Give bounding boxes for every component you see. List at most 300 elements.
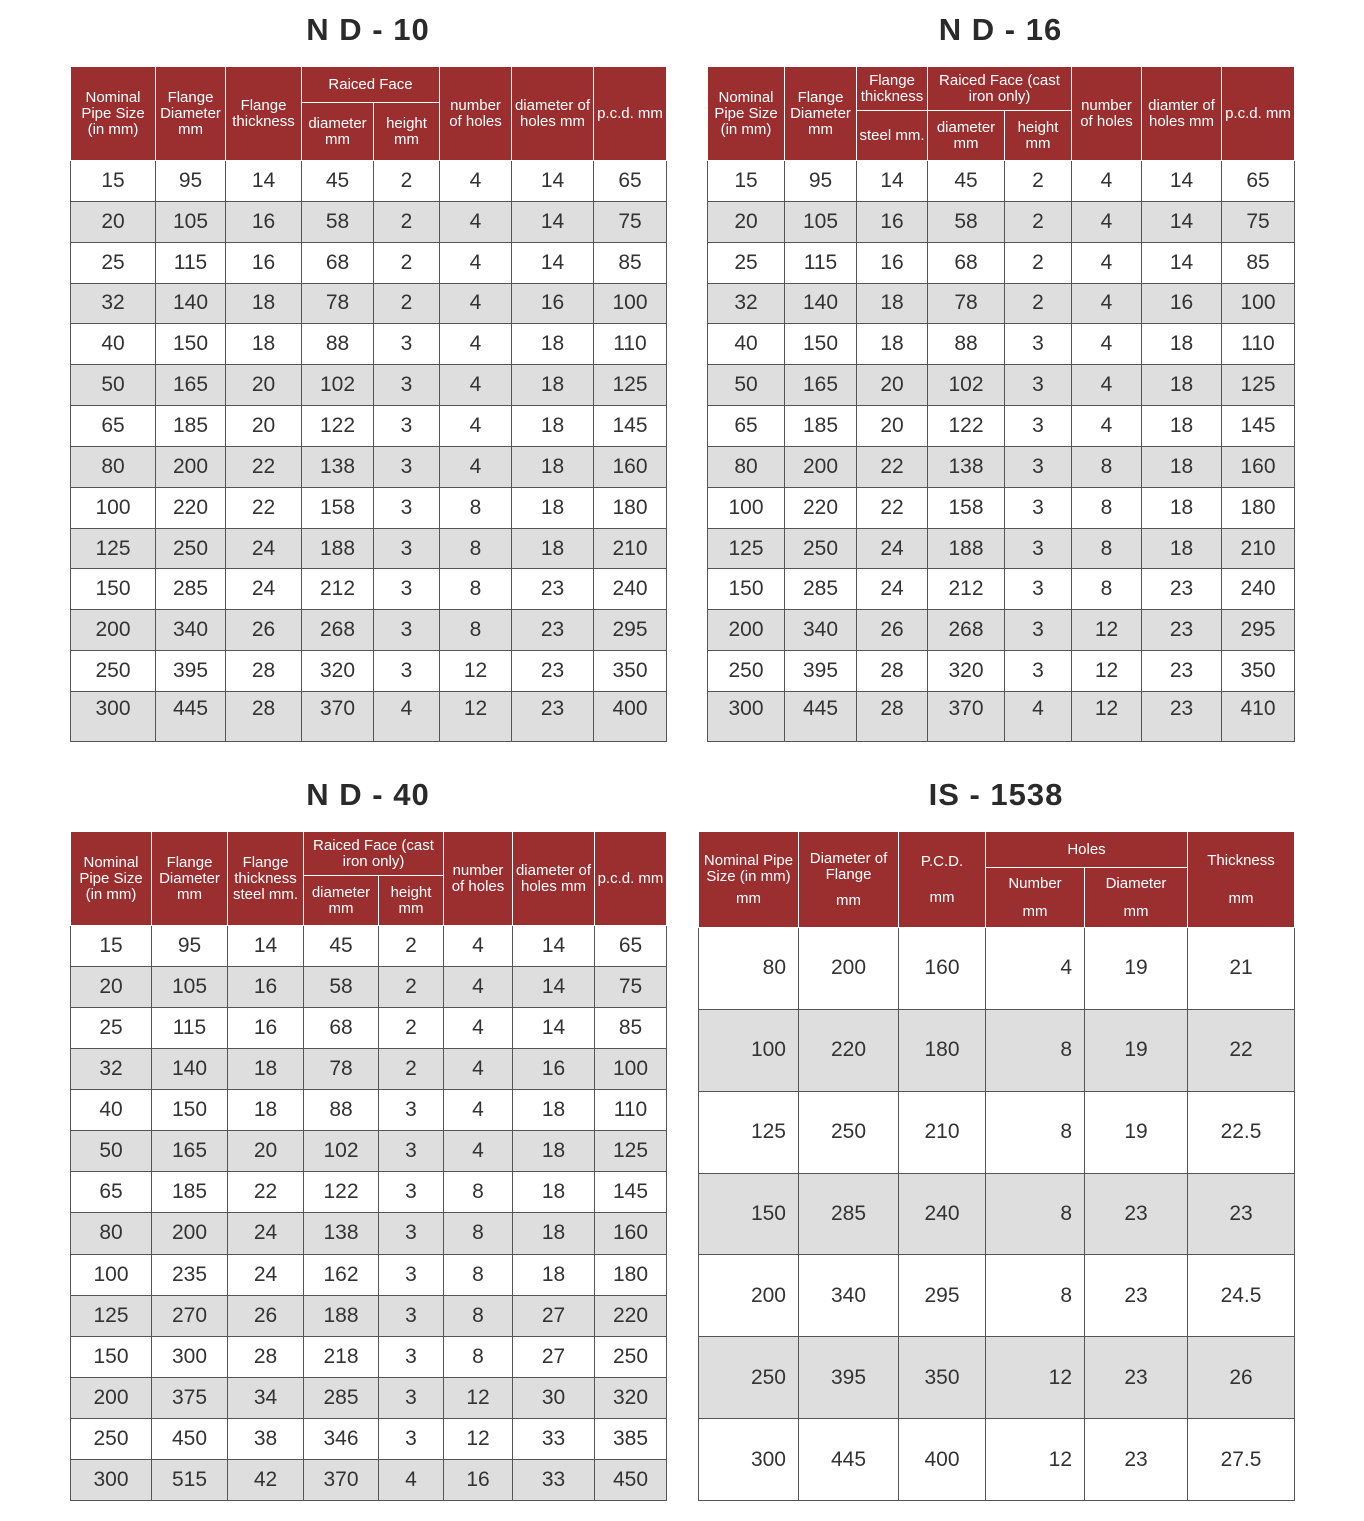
table-row [71,967,667,1008]
table-cell: 3 [379,1172,444,1213]
table-cell: 8 [440,569,512,610]
table-cell: 26 [1188,1337,1295,1419]
table-cell: 140 [156,283,226,324]
table-cell: 445 [785,692,857,742]
table-cell: 23 [1085,1337,1188,1419]
table-cell: 100 [1222,283,1295,324]
table-row [708,201,1295,242]
table-cell: 8 [444,1172,513,1213]
table-cell: 2 [1005,283,1072,324]
table-cell: 200 [156,446,226,487]
table-cell: 8 [986,1091,1085,1173]
table-cell: 285 [799,1173,899,1255]
table-row [708,651,1295,692]
table-cell: 24 [226,569,302,610]
table-cell: 395 [156,651,226,692]
header-holes-number [986,868,1085,928]
table-cell: 22.5 [1188,1091,1295,1173]
table-cell: 445 [156,692,226,742]
table-cell: 14 [226,161,302,202]
table-row [708,610,1295,651]
table-cell: 18 [226,283,302,324]
table-cell: 21 [1188,928,1295,1010]
table-cell: 2 [374,201,440,242]
table-cell: 100 [595,1049,667,1090]
table-cell: 18 [512,446,594,487]
table-cell: 80 [71,1213,152,1254]
table-row [71,1049,667,1090]
table-cell: 8 [444,1254,513,1295]
table-cell: 20 [708,201,785,242]
header-thickness-unit: mm [1228,889,1254,907]
table-cell: 18 [513,1131,595,1172]
header-holes-diameter [1085,868,1188,928]
table-cell: 200 [785,446,857,487]
table-cell: 18 [512,324,594,365]
nd10-table [70,66,666,742]
table-cell: 8 [440,610,512,651]
table-cell: 19 [1085,1091,1188,1173]
table-cell: 16 [228,1008,304,1049]
table-cell: 3 [374,487,440,528]
header-nominal-pipe-size: Nominal Pipe Size (in mm) [71,67,156,161]
table-cell: 4 [1072,324,1142,365]
table-cell: 4 [440,283,512,324]
table-cell: 4 [444,1131,513,1172]
table-cell: 3 [1005,487,1072,528]
table-cell: 28 [228,1336,304,1377]
table-cell: 95 [785,161,857,202]
table-cell: 14 [512,161,594,202]
table-cell: 85 [1222,242,1295,283]
table-cell: 18 [857,324,928,365]
header-pcd-label: P.C.D. [920,852,964,870]
table-row [699,1255,1295,1337]
table-cell: 14 [513,926,595,967]
table-cell: 4 [440,446,512,487]
header-diameter-of-holes: diamter of holes mm [1142,67,1222,161]
table-row [708,161,1295,202]
table-cell: 27.5 [1188,1419,1295,1501]
table-cell: 8 [444,1336,513,1377]
header-pcd: p.c.d. mm [1222,67,1295,161]
table-cell: 32 [71,283,156,324]
table-cell: 65 [594,161,667,202]
header-thickness-steel: steel mm. [857,111,928,161]
table-cell: 200 [708,610,785,651]
table-cell: 350 [594,651,667,692]
table-cell: 65 [595,926,667,967]
table-cell: 240 [594,569,667,610]
table-cell: 12 [444,1377,513,1418]
table-cell: 33 [513,1459,595,1500]
table-cell: 340 [156,610,226,651]
table-cell: 100 [594,283,667,324]
table-row [699,1173,1295,1255]
table-cell: 26 [226,610,302,651]
table-cell: 300 [152,1336,228,1377]
table-cell: 16 [857,201,928,242]
table-cell: 12 [1072,692,1142,742]
table-cell: 150 [71,569,156,610]
table-cell: 4 [1072,406,1142,447]
table-cell: 3 [1005,610,1072,651]
table-cell: 240 [899,1173,986,1255]
table-cell: 23 [1142,569,1222,610]
table-cell: 18 [1142,365,1222,406]
table-row [71,446,667,487]
table-cell: 3 [374,406,440,447]
table-cell: 23 [512,569,594,610]
table-cell: 20 [857,365,928,406]
nd10-title: N D - 10 [306,12,430,47]
header-number-of-holes: number of holes [1072,67,1142,161]
table-cell: 250 [708,651,785,692]
table-cell: 102 [302,365,374,406]
table-cell: 125 [708,528,785,569]
table-cell: 58 [302,201,374,242]
table-cell: 45 [302,161,374,202]
table-cell: 2 [379,926,444,967]
table-cell: 3 [1005,324,1072,365]
table-cell: 250 [71,1418,152,1459]
table-cell: 165 [785,365,857,406]
table-row [71,201,667,242]
header-pcd [899,832,986,928]
table-cell: 23 [1142,610,1222,651]
table-cell: 3 [379,1377,444,1418]
header-flange-diameter-unit: mm [836,891,861,909]
table-cell: 375 [152,1377,228,1418]
table-cell: 15 [71,161,156,202]
table-cell: 18 [857,283,928,324]
table-row [71,1377,667,1418]
table-cell: 40 [71,324,156,365]
table-cell: 2 [1005,242,1072,283]
header-number-of-holes: number of holes [440,67,512,161]
table-cell: 210 [594,528,667,569]
header-nominal-unit: mm [736,889,761,907]
table-row [708,283,1295,324]
table-cell: 165 [152,1131,228,1172]
table-cell: 188 [302,528,374,569]
table-row [71,242,667,283]
table-cell: 320 [302,651,374,692]
table-cell: 295 [594,610,667,651]
table-cell: 42 [228,1459,304,1500]
table-cell: 145 [595,1172,667,1213]
nd16-title: N D - 16 [938,12,1063,47]
table-cell: 110 [1222,324,1295,365]
table-cell: 346 [304,1418,379,1459]
table-cell: 115 [152,1008,228,1049]
table-cell: 4 [379,1459,444,1500]
table-row [708,692,1295,742]
table-cell: 160 [594,446,667,487]
table-cell: 185 [785,406,857,447]
table-cell: 58 [304,967,379,1008]
table-cell: 38 [228,1418,304,1459]
table-cell: 122 [304,1172,379,1213]
header-pcd: p.c.d. mm [595,832,667,926]
table-cell: 45 [928,161,1005,202]
table-cell: 285 [785,569,857,610]
table-cell: 3 [374,528,440,569]
table-cell: 138 [928,446,1005,487]
table-cell: 3 [1005,528,1072,569]
table-cell: 268 [928,610,1005,651]
table-cell: 320 [595,1377,667,1418]
table-cell: 285 [304,1377,379,1418]
table-row [71,283,667,324]
table-row [71,926,667,967]
table-cell: 212 [928,569,1005,610]
table-cell: 18 [513,1172,595,1213]
table-cell: 145 [1222,406,1295,447]
table-cell: 2 [374,242,440,283]
table-cell: 4 [440,324,512,365]
table-cell: 185 [156,406,226,447]
table-cell: 40 [71,1090,152,1131]
table-cell: 14 [1142,242,1222,283]
table-cell: 18 [512,406,594,447]
table-cell: 65 [1222,161,1295,202]
table-cell: 4 [1072,242,1142,283]
table-cell: 4 [1072,161,1142,202]
table-cell: 220 [156,487,226,528]
table-cell: 19 [1085,1009,1188,1091]
header-flange-diameter-label: Diameter of Flange [809,849,888,883]
table-cell: 23 [512,692,594,742]
table-cell: 18 [1142,324,1222,365]
table-cell: 8 [1072,569,1142,610]
table-cell: 8 [986,1173,1085,1255]
table-cell: 125 [1222,365,1295,406]
table-cell: 50 [71,1131,152,1172]
table-row [71,610,667,651]
table-cell: 180 [1222,487,1295,528]
table-cell: 220 [785,487,857,528]
table-row [708,528,1295,569]
header-flange-thickness: Flange thickness [857,67,928,111]
table-cell: 220 [595,1295,667,1336]
table-row [708,242,1295,283]
table-row [708,324,1295,365]
table-cell: 18 [228,1090,304,1131]
table-row [708,406,1295,447]
table-cell: 30 [513,1377,595,1418]
table-cell: 3 [374,324,440,365]
table-cell: 445 [799,1419,899,1501]
table-row [71,1254,667,1295]
table-cell: 400 [899,1419,986,1501]
table-row [71,569,667,610]
table-cell: 20 [857,406,928,447]
header-rf-height: height mm [374,103,440,161]
table-cell: 4 [440,242,512,283]
table-cell: 102 [304,1131,379,1172]
table-row [71,692,667,742]
table-cell: 3 [379,1131,444,1172]
table-cell: 75 [594,201,667,242]
is1538-table [698,831,1294,1501]
header-nominal-label: Nominal Pipe Size (in mm) [703,851,794,885]
table-cell: 24 [226,528,302,569]
table-cell: 3 [374,365,440,406]
table-cell: 68 [304,1008,379,1049]
header-flange-diameter: Flange Diameter mm [156,67,226,161]
table-cell: 122 [928,406,1005,447]
header-diameter-of-holes: diameter of holes mm [512,67,594,161]
header-raised-face: Raiced Face (cast iron only) [304,832,444,876]
table-cell: 138 [304,1213,379,1254]
table-cell: 515 [152,1459,228,1500]
table-cell: 4 [986,928,1085,1010]
table-cell: 4 [444,967,513,1008]
table-cell: 180 [594,487,667,528]
table-row [708,365,1295,406]
header-holes-number-label: Number [1008,874,1062,892]
table-cell: 23 [1188,1173,1295,1255]
table-cell: 2 [379,967,444,1008]
header-pcd: p.c.d. mm [594,67,667,161]
table-cell: 4 [1072,365,1142,406]
table-cell: 110 [594,324,667,365]
table-cell: 2 [379,1008,444,1049]
table-cell: 125 [595,1131,667,1172]
header-holes-number-unit: mm [1022,902,1048,920]
table-row [71,406,667,447]
table-cell: 210 [899,1091,986,1173]
table-cell: 200 [699,1255,799,1337]
table-row [71,324,667,365]
header-thickness [1188,832,1295,928]
table-row [71,528,667,569]
table-cell: 95 [152,926,228,967]
table-cell: 200 [799,928,899,1010]
table-cell: 27 [513,1336,595,1377]
table-cell: 4 [1072,283,1142,324]
table-cell: 150 [71,1336,152,1377]
table-cell: 19 [1085,928,1188,1010]
table-cell: 295 [1222,610,1295,651]
table-cell: 102 [928,365,1005,406]
table-cell: 150 [699,1173,799,1255]
table-cell: 180 [899,1009,986,1091]
table-cell: 180 [595,1254,667,1295]
table-row [699,1419,1295,1501]
table-cell: 300 [71,1459,152,1500]
table-cell: 78 [302,283,374,324]
table-cell: 250 [156,528,226,569]
table-cell: 68 [302,242,374,283]
table-cell: 200 [71,610,156,651]
table-cell: 16 [228,967,304,1008]
table-cell: 32 [708,283,785,324]
table-cell: 160 [595,1213,667,1254]
table-cell: 12 [986,1419,1085,1501]
table-cell: 80 [71,446,156,487]
table-cell: 20 [226,365,302,406]
table-cell: 3 [374,651,440,692]
table-cell: 385 [595,1418,667,1459]
table-cell: 25 [71,242,156,283]
is1538-title: IS - 1538 [928,777,1064,812]
table-cell: 20 [226,406,302,447]
table-cell: 28 [226,651,302,692]
table-cell: 16 [226,201,302,242]
table-cell: 218 [304,1336,379,1377]
table-cell: 395 [799,1337,899,1419]
table-cell: 4 [440,161,512,202]
table-cell: 4 [440,201,512,242]
table-row [71,1213,667,1254]
table-cell: 3 [374,569,440,610]
table-cell: 68 [928,242,1005,283]
table-cell: 65 [71,1172,152,1213]
table-cell: 23 [1085,1255,1188,1337]
header-raised-face: Raiced Face [302,67,440,103]
table-cell: 12 [986,1337,1085,1419]
table-cell: 3 [1005,446,1072,487]
table-cell: 23 [1085,1173,1188,1255]
nd40-table [70,831,666,1501]
table-cell: 15 [708,161,785,202]
table-cell: 162 [304,1254,379,1295]
table-cell: 4 [444,1049,513,1090]
table-cell: 188 [304,1295,379,1336]
table-cell: 268 [302,610,374,651]
table-cell: 250 [799,1091,899,1173]
table-cell: 18 [1142,406,1222,447]
table-cell: 300 [699,1419,799,1501]
table-cell: 165 [156,365,226,406]
table-cell: 3 [1005,365,1072,406]
table-cell: 16 [226,242,302,283]
table-cell: 235 [152,1254,228,1295]
table-row [71,1008,667,1049]
table-cell: 14 [228,926,304,967]
header-holes: Holes [986,832,1188,868]
table-cell: 212 [302,569,374,610]
table-row [71,1172,667,1213]
table-row [708,446,1295,487]
table-cell: 26 [857,610,928,651]
table-cell: 145 [594,406,667,447]
table-cell: 14 [857,161,928,202]
table-cell: 18 [512,487,594,528]
table-cell: 140 [152,1049,228,1090]
table-cell: 16 [1142,283,1222,324]
table-cell: 75 [1222,201,1295,242]
table-cell: 14 [512,242,594,283]
table-cell: 4 [440,406,512,447]
table-row [71,365,667,406]
table-cell: 150 [785,324,857,365]
table-cell: 12 [440,692,512,742]
table-cell: 85 [595,1008,667,1049]
table-cell: 100 [708,487,785,528]
table-cell: 3 [374,610,440,651]
table-cell: 140 [785,283,857,324]
table-row [71,487,667,528]
table-cell: 340 [799,1255,899,1337]
header-rf-diameter: diameter mm [302,103,374,161]
table-cell: 18 [513,1090,595,1131]
header-nominal-pipe-size [699,832,799,928]
header-flange-thickness: Flange thickness steel mm. [228,832,304,926]
table-cell: 3 [374,446,440,487]
